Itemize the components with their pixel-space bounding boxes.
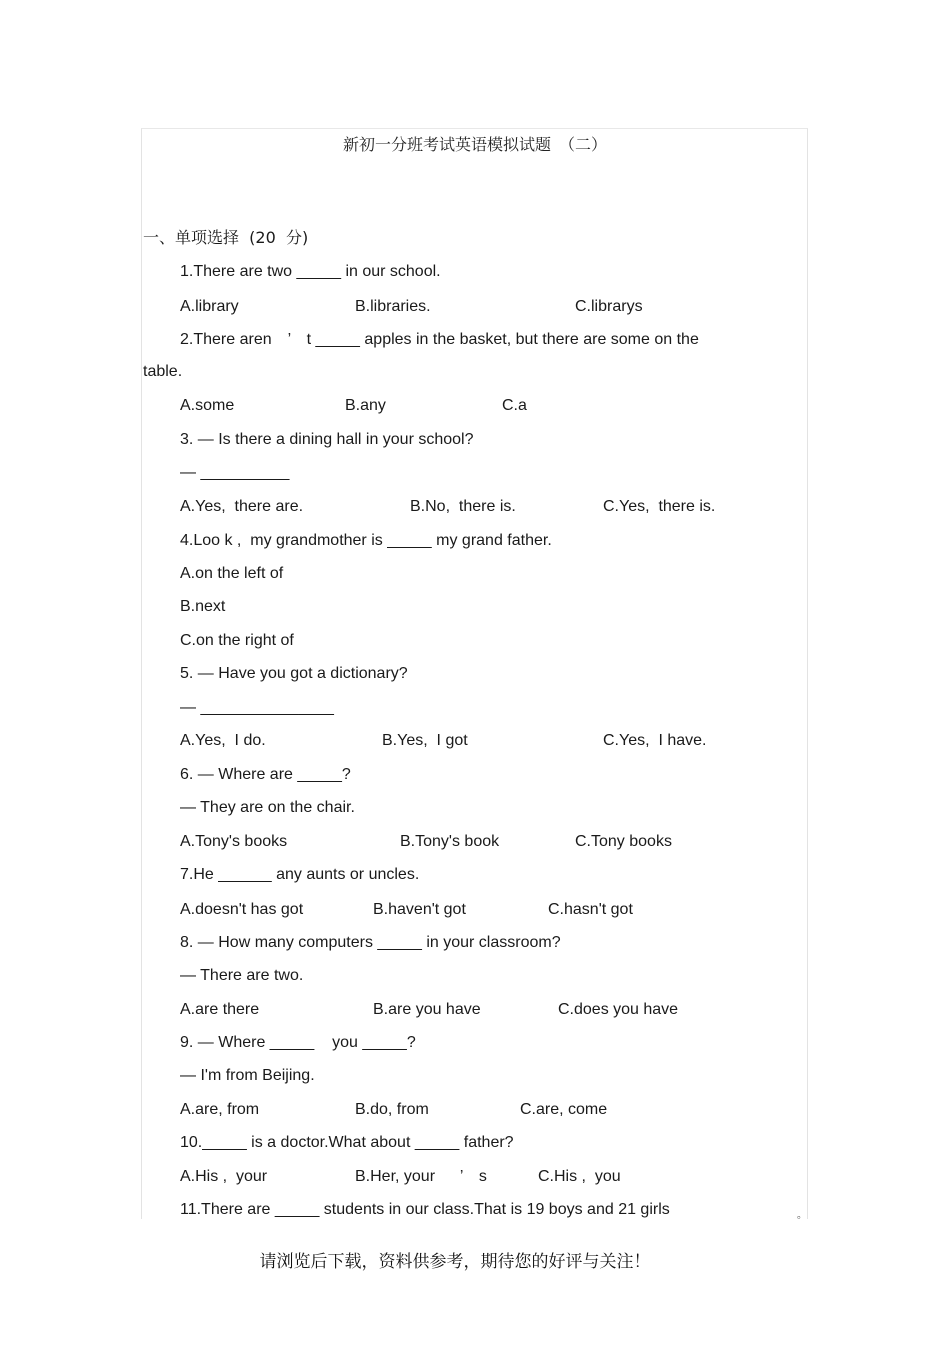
q5-option-a: A.Yes, I do. [180,732,266,749]
q4-option-b: B.next [180,598,226,615]
question-8: 8. — How many computers _____ in your classroom? [180,934,561,951]
q7-option-a: A.doesn't has got [180,901,304,918]
q7-option-b: B.haven't got [373,901,466,918]
q9-option-a: A.are, from [180,1101,260,1118]
q6-option-a: A.Tony's books [180,833,288,850]
q5-reply: — _______________ [180,699,334,716]
q5-option-c: C.Yes, I have. [603,732,707,749]
question-7: 7.He ______ any aunts or uncles. [180,866,420,883]
question-2-continued: table. [143,363,183,380]
q3-reply: — __________ [180,464,290,481]
q3-option-a: A.Yes, there are. [180,498,304,515]
q6-option-c: C.Tony books [575,833,672,850]
q4-option-c: C.on the right of [180,632,294,649]
q2-option-b: B.any [345,397,386,414]
question-3: 3. — Is there a dining hall in your school? [180,431,474,448]
end-mark: 。 [797,1210,807,1221]
q3-option-c: C.Yes, there is. [603,498,716,515]
q6-option-b: B.Tony's book [400,833,500,850]
q3-option-b: B.No, there is. [410,498,516,515]
q9-option-b: B.do, from [355,1101,429,1118]
q7-option-c: C.hasn't got [548,901,633,918]
q10-option-b: B.Her, your ’ s [355,1168,487,1185]
document-title: 新初一分班考试英语模拟试题 （二） [342,135,607,154]
q1-option-c: C.librarys [575,298,643,315]
q9-reply: — I'm from Beijing. [180,1067,315,1084]
q8-option-c: C.does you have [558,1001,679,1018]
question-5: 5. — Have you got a dictionary? [180,665,408,682]
q9-option-c: C.are, come [520,1101,608,1118]
q1-option-a: A.library [180,298,239,315]
q1-option-b: B.libraries. [355,298,431,315]
question-1: 1.There are two _____ in our school. [180,263,441,280]
question-10: 10._____ is a doctor.What about _____ father? [180,1134,514,1151]
question-2: 2.There aren ’ t _____ apples in the basket, but there are some on the [180,331,699,348]
question-11: 11.There are _____ students in our class.That is 19 boys and 21 girls [180,1201,670,1218]
q2-option-c: C.a [502,397,527,414]
q10-option-a: A.His , your [180,1168,268,1185]
q8-option-a: A.are there [180,1001,260,1018]
q10-option-c: C.His , you [538,1168,621,1185]
question-4: 4.Loo k , my grandmother is _____ my grand father. [180,532,552,549]
footer-note: 请浏览后下载，资料供参考，期待您的好评与关注！ [259,1252,651,1272]
question-9: 9. — Where _____ you _____? [180,1034,416,1051]
q6-reply: — They are on the chair. [180,799,355,816]
q8-reply: — There are two. [180,967,304,984]
q2-option-a: A.some [180,397,235,414]
section-heading: 一、单项选择 (20 分) [143,228,309,247]
q4-option-a: A.on the left of [180,565,284,582]
question-6: 6. — Where are _____? [180,766,351,783]
q8-option-b: B.are you have [373,1001,481,1018]
q5-option-b: B.Yes, I got [382,732,468,749]
